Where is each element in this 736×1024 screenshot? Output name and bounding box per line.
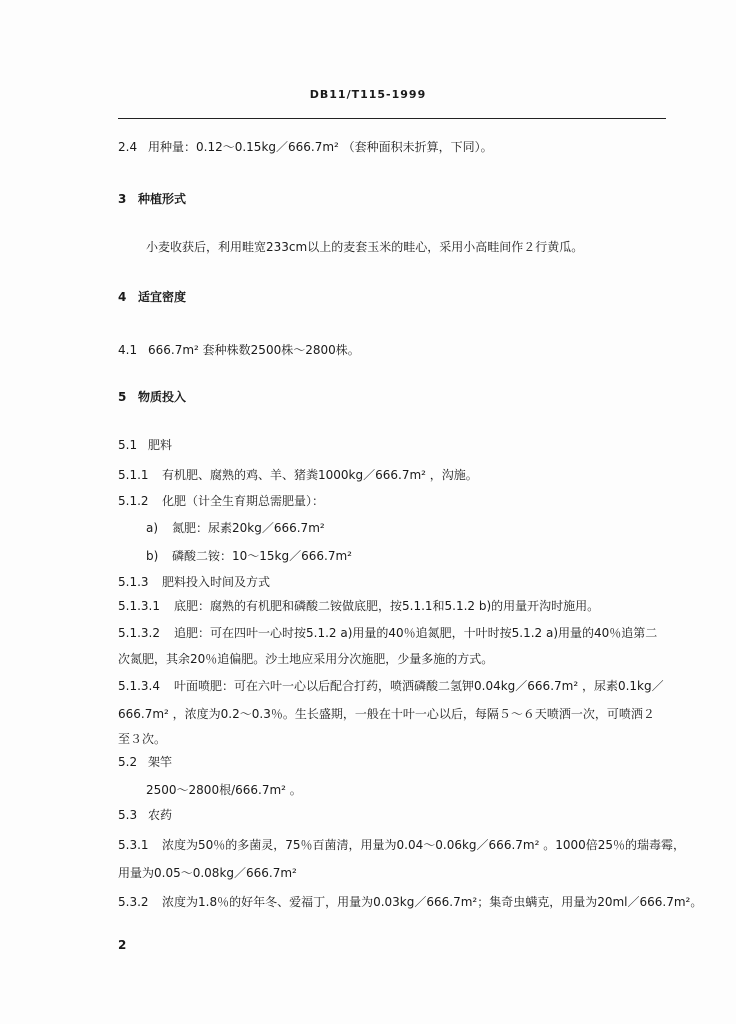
clause-number: 5.1.3.4 bbox=[118, 679, 160, 693]
clause-number: 4.1 bbox=[118, 343, 138, 357]
clause-text: 叶面喷肥：可在六叶一心以后配合打药，喷洒磷酸二氢钾0.04kg／666.7m² ，尿素0.1kg／ bbox=[174, 679, 664, 693]
clause-number: 3 bbox=[118, 192, 127, 206]
clause-text: 666.7m² 套种株数2500株～2800株。 bbox=[148, 343, 360, 357]
clause-number: 5.3.1 bbox=[118, 838, 149, 852]
clause-number: 4 bbox=[118, 290, 127, 304]
clause-text: 适宜密度 bbox=[138, 290, 187, 304]
clause-text: 氮肥：尿素20kg／666.7m² bbox=[172, 521, 325, 535]
clause-text: 至３次。 bbox=[118, 732, 167, 746]
line-5-1-3-4-cont2 bbox=[118, 732, 166, 746]
clause-number: 5.1 bbox=[118, 438, 138, 452]
clause-text: 化肥（计全生育期总需肥量）： bbox=[162, 494, 325, 508]
clause-text: 农药 bbox=[148, 808, 173, 822]
line-5-3-2 bbox=[118, 895, 702, 909]
clause-number: 5.2 bbox=[118, 755, 138, 769]
clause-number: 5.3 bbox=[118, 808, 138, 822]
line-5-1-3-4-cont1 bbox=[118, 707, 655, 721]
clause-number: 5.3.2 bbox=[118, 895, 149, 909]
line-5-1 bbox=[118, 438, 172, 452]
clause-text: 小麦收获后，利用畦宽233cm以上的麦套玉米的畦心，采用小高畦间作２行黄瓜。 bbox=[146, 240, 584, 254]
line-4-1 bbox=[118, 343, 360, 357]
clause-text: 肥料 bbox=[148, 438, 173, 452]
clause-text: 666.7m² ，浓度为0.2～0.3％。生长盛期，一般在十叶一心以后，每隔５～６天喷洒一次，可喷洒２ bbox=[118, 707, 655, 721]
clause-text: 2500～2800根/666.7m² 。 bbox=[146, 783, 302, 797]
clause-text: 浓度为1.8％的好年冬、爱福丁，用量为0.03kg／666.7m²；集奇虫螨克，用量为20ml／666.7m²。 bbox=[162, 895, 703, 909]
clause-text: 追肥：可在四叶一心时按5.1.2 a)用量的40％追氮肥，十叶时按5.1.2 a)用量的40％追第二 bbox=[174, 626, 658, 640]
line-5-2 bbox=[118, 755, 172, 769]
heading-5 bbox=[118, 390, 186, 404]
clause-text: 用量为0.05～0.08kg／666.7m² bbox=[118, 866, 297, 880]
clause-number: 5.1.1 bbox=[118, 468, 149, 482]
clause-number: 5.1.3.2 bbox=[118, 626, 160, 640]
clause-text: 磷酸二铵：10～15kg／666.7m² bbox=[172, 549, 352, 563]
line-5-1-3-2 bbox=[118, 626, 657, 640]
clause-number: 5.1.3.1 bbox=[118, 599, 160, 613]
clause-text: 物质投入 bbox=[138, 390, 187, 404]
line-5-3-1-cont bbox=[118, 866, 297, 880]
header-rule bbox=[118, 118, 666, 119]
clause-text: 种植形式 bbox=[138, 192, 187, 206]
clause-text: 浓度为50％的多菌灵，75％百菌清，用量为0.04～0.06kg／666.7m² 。1000倍25％的瑞毒霉， bbox=[162, 838, 686, 852]
page-number: 2 bbox=[118, 938, 127, 952]
clause-number: 5.1.3 bbox=[118, 575, 149, 589]
line-a bbox=[146, 521, 325, 535]
document-code-header: DB11/T115-1999 bbox=[309, 88, 427, 101]
line-5-1-1 bbox=[118, 468, 478, 482]
clause-text: 用种量：0.12～0.15kg／666.7m² （套种面积未折算，下同）。 bbox=[148, 140, 493, 154]
line-5-1-2 bbox=[118, 494, 324, 508]
clause-text: 有机肥、腐熟的鸡、羊、猪粪1000kg／666.7m² ，沟施。 bbox=[162, 468, 478, 482]
clause-number: 2.4 bbox=[118, 140, 138, 154]
line-planting-form bbox=[146, 240, 583, 254]
line-2-4 bbox=[118, 140, 493, 154]
clause-text: 架竿 bbox=[148, 755, 173, 769]
line-5-1-3-1 bbox=[118, 599, 599, 613]
line-b bbox=[146, 549, 352, 563]
heading-3 bbox=[118, 192, 186, 206]
clause-number: 5.1.2 bbox=[118, 494, 149, 508]
clause-text: 肥料投入时间及方式 bbox=[162, 575, 271, 589]
line-5-3-1 bbox=[118, 838, 685, 852]
line-5-1-3-4 bbox=[118, 679, 664, 693]
clause-text: 底肥：腐熟的有机肥和磷酸二铵做底肥，按5.1.1和5.1.2 b)的用量开沟时施用。 bbox=[174, 599, 600, 613]
clause-text: 次氮肥，其余20％追偏肥。沙土地应采用分次施肥，少量多施的方式。 bbox=[118, 652, 494, 666]
clause-number: a) bbox=[146, 521, 159, 535]
line-5-1-3 bbox=[118, 575, 270, 589]
heading-4 bbox=[118, 290, 186, 304]
line-5-1-3-2-cont bbox=[118, 652, 493, 666]
line-pole-qty bbox=[146, 783, 302, 797]
clause-number: b) bbox=[146, 549, 159, 563]
line-5-3 bbox=[118, 808, 172, 822]
clause-number: 5 bbox=[118, 390, 127, 404]
